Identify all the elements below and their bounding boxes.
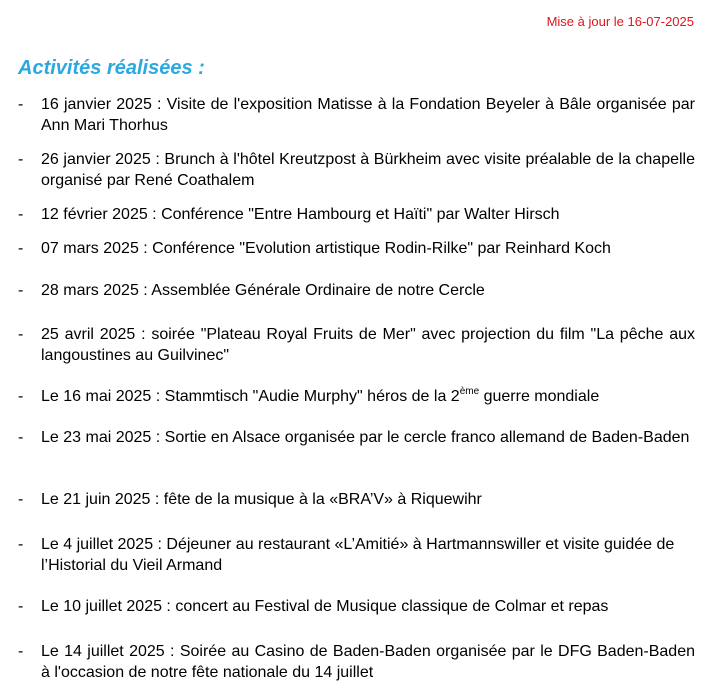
list-item [18,641,695,683]
list-item-text [41,386,695,407]
list-item [18,238,695,259]
section-heading: Activités réalisées : [18,57,205,79]
list-item-text: Le 23 mai 2025 : Sortie en Alsace organisée par le cercle franco allemand de Baden-Baden [41,429,690,446]
bullet-dash: - [18,491,24,508]
list-item-text: Le 4 juillet 2025 : Déjeuner au restaurant «L’Amitié» à Hartmannswiller et visite guidée de l’Historial du Vieil Armand [41,536,675,574]
list-item [18,489,695,510]
list-item-text-part: guerre mondiale [479,388,600,405]
list-item [18,386,695,407]
list-item [18,427,695,448]
list-item [18,204,695,225]
list-item-text: 28 mars 2025 : Assemblée Générale Ordinaire de notre Cercle [41,282,485,299]
bullet-dash: - [18,151,24,168]
superscript-ordinal: ème [459,386,480,397]
bullet-dash: - [18,206,24,223]
list-item-text: Le 21 juin 2025 : fête de la musique à la «BRA’V» à Riquewihr [41,491,482,508]
bullet-dash: - [18,598,24,615]
list-item [18,94,695,136]
list-item-text: 25 avril 2025 : soirée "Plateau Royal Fruits de Mer" avec projection du film "La pêche aux langoustines au Guilvinec" [41,326,695,364]
bullet-dash: - [18,429,24,446]
list-item-text-part: Le 16 mai 2025 : Stammtisch "Audie Murphy" héros de la 2 [41,388,460,405]
list-item [18,596,695,617]
list-item [18,324,695,366]
list-item-text: 07 mars 2025 : Conférence "Evolution artistique Rodin-Rilke" par Reinhard Koch [41,240,611,257]
bullet-dash: - [18,240,24,257]
list-item [18,280,695,301]
bullet-dash: - [18,388,24,405]
list-item [18,149,695,191]
bullet-dash: - [18,643,24,660]
list-item-text: Le 10 juillet 2025 : concert au Festival de Musique classique de Colmar et repas [41,598,609,615]
list-item [18,534,695,576]
list-item-text: 26 janvier 2025 : Brunch à l'hôtel Kreutzpost à Bürkheim avec visite préalable de la chapelle organisé par René Coathalem [41,151,695,189]
bullet-dash: - [18,536,24,553]
update-date: Mise à jour le 16-07-2025 [546,14,694,29]
bullet-dash: - [18,326,24,343]
list-item-text: 12 février 2025 : Conférence "Entre Hambourg et Haïti" par Walter Hirsch [41,206,560,223]
bullet-dash: - [18,96,24,113]
bullet-dash: - [18,282,24,299]
list-item-text: 16 janvier 2025 : Visite de l'exposition Matisse à la Fondation Beyeler à Bâle organisée par Ann Mari Thorhus [41,96,695,134]
list-item-text: Le 14 juillet 2025 : Soirée au Casino de Baden-Baden organisée par le DFG Baden-Baden à l'occasion de notre fête nationale du 14 juillet [41,643,695,681]
